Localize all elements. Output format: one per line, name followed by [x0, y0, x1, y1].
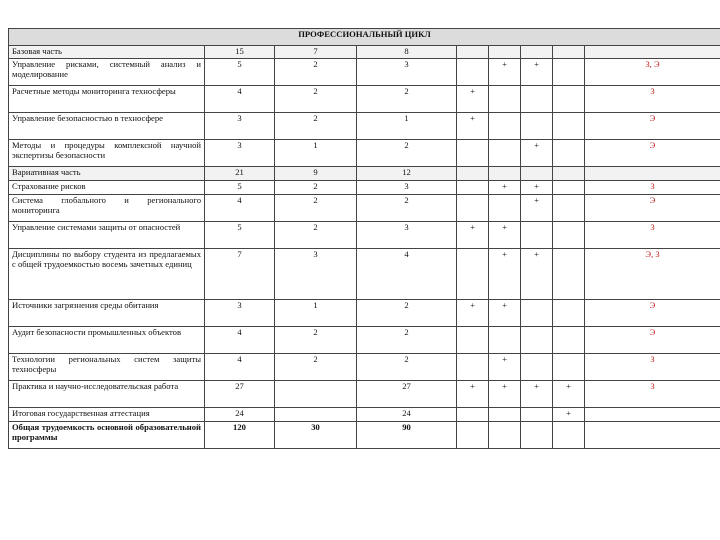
semester-3-mark	[521, 113, 553, 140]
semester-1-mark	[457, 181, 489, 195]
total-credits: 5	[205, 59, 275, 86]
semester-1-mark	[457, 140, 489, 167]
auditorium-credits: 2	[275, 222, 357, 249]
semester-1-mark: +	[457, 86, 489, 113]
section-row	[9, 167, 720, 181]
semester-3-mark	[521, 408, 553, 422]
auditorium-credits: 2	[275, 195, 357, 222]
auditorium-credits	[275, 408, 357, 422]
semester-3-mark	[521, 46, 553, 59]
semester-4-mark	[553, 222, 585, 249]
semester-2-mark: +	[489, 249, 521, 300]
semester-2-mark: +	[489, 181, 521, 195]
header-row	[9, 29, 720, 46]
semester-2-mark	[489, 327, 521, 354]
semester-4-mark	[553, 300, 585, 327]
semester-1-mark: +	[457, 113, 489, 140]
auditorium-credits: 7	[275, 46, 357, 59]
auditorium-credits: 2	[275, 86, 357, 113]
auditorium-credits	[275, 381, 357, 408]
table-row	[9, 300, 720, 327]
discipline-name: Технологии региональных систем защиты техносферы	[9, 354, 205, 381]
semester-3-mark	[521, 354, 553, 381]
semester-3-mark: +	[521, 249, 553, 300]
semester-1-mark	[457, 354, 489, 381]
semester-2-mark	[489, 140, 521, 167]
semester-4-mark	[553, 113, 585, 140]
semester-3-mark	[521, 327, 553, 354]
semester-3-mark: +	[521, 59, 553, 86]
total-credits: 4	[205, 327, 275, 354]
semester-4-mark	[553, 195, 585, 222]
table-row	[9, 327, 720, 354]
independent-credits: 4	[357, 249, 457, 300]
independent-credits: 2	[357, 327, 457, 354]
semester-2-mark: +	[489, 354, 521, 381]
auditorium-credits: 2	[275, 354, 357, 381]
semester-1-mark	[457, 422, 489, 449]
total-row	[9, 422, 720, 449]
semester-4-mark	[553, 354, 585, 381]
control-form: Э, З	[585, 249, 720, 300]
semester-3-mark	[521, 222, 553, 249]
table-row	[9, 59, 720, 86]
table-row	[9, 408, 720, 422]
semester-4-mark	[553, 46, 585, 59]
semester-2-mark: +	[489, 59, 521, 86]
control-form	[585, 46, 720, 59]
discipline-name: Вариативная часть	[9, 167, 205, 181]
semester-3-mark	[521, 300, 553, 327]
control-form: Э	[585, 300, 720, 327]
discipline-name: Итоговая государственная аттестация	[9, 408, 205, 422]
control-form: З	[585, 222, 720, 249]
semester-4-mark: +	[553, 381, 585, 408]
total-credits: 15	[205, 46, 275, 59]
control-form: Э	[585, 140, 720, 167]
total-credits: 120	[205, 422, 275, 449]
table-row	[9, 249, 720, 300]
independent-credits: 2	[357, 195, 457, 222]
control-form: З	[585, 86, 720, 113]
semester-3-mark	[521, 167, 553, 181]
control-form: З	[585, 381, 720, 408]
independent-credits: 90	[357, 422, 457, 449]
semester-3-mark: +	[521, 195, 553, 222]
semester-2-mark	[489, 408, 521, 422]
semester-4-mark	[553, 249, 585, 300]
total-credits: 4	[205, 195, 275, 222]
total-credits: 5	[205, 222, 275, 249]
total-credits: 4	[205, 86, 275, 113]
discipline-name: Управление рисками, системный анализ и моделирование	[9, 59, 205, 86]
discipline-name: Практика и научно-исследовательская работа	[9, 381, 205, 408]
discipline-name: Методы и процедуры комплексной научной экспертизы безопасности	[9, 140, 205, 167]
section-row	[9, 46, 720, 59]
semester-2-mark	[489, 195, 521, 222]
semester-1-mark	[457, 327, 489, 354]
control-form: З	[585, 354, 720, 381]
semester-4-mark	[553, 59, 585, 86]
semester-4-mark	[553, 181, 585, 195]
semester-4-mark: +	[553, 408, 585, 422]
table-header: ПРОФЕССИОНАЛЬНЫЙ ЦИКЛ	[9, 29, 720, 46]
control-form: Э	[585, 327, 720, 354]
total-credits: 21	[205, 167, 275, 181]
control-form	[585, 167, 720, 181]
independent-credits: 3	[357, 222, 457, 249]
auditorium-credits: 1	[275, 140, 357, 167]
table-row	[9, 222, 720, 249]
semester-1-mark	[457, 249, 489, 300]
auditorium-credits: 30	[275, 422, 357, 449]
control-form: З, Э	[585, 59, 720, 86]
discipline-name: Источники загрязнения среды обитания	[9, 300, 205, 327]
semester-2-mark	[489, 46, 521, 59]
semester-2-mark: +	[489, 222, 521, 249]
auditorium-credits: 3	[275, 249, 357, 300]
independent-credits: 2	[357, 354, 457, 381]
semester-3-mark	[521, 422, 553, 449]
semester-3-mark: +	[521, 140, 553, 167]
independent-credits: 24	[357, 408, 457, 422]
table-row	[9, 113, 720, 140]
semester-4-mark	[553, 140, 585, 167]
semester-2-mark	[489, 113, 521, 140]
semester-1-mark: +	[457, 300, 489, 327]
control-form: Э	[585, 195, 720, 222]
auditorium-credits: 2	[275, 327, 357, 354]
independent-credits: 3	[357, 181, 457, 195]
control-form: З	[585, 181, 720, 195]
discipline-name: Страхование рисков	[9, 181, 205, 195]
semester-1-mark: +	[457, 222, 489, 249]
control-form: Э	[585, 113, 720, 140]
auditorium-credits: 2	[275, 59, 357, 86]
table-row	[9, 354, 720, 381]
independent-credits: 12	[357, 167, 457, 181]
discipline-name: Система глобального и регионального мониторинга	[9, 195, 205, 222]
total-credits: 24	[205, 408, 275, 422]
semester-1-mark	[457, 46, 489, 59]
total-credits: 7	[205, 249, 275, 300]
discipline-name: Общая трудоемкость основной образовательной программы	[9, 422, 205, 449]
discipline-name: Управление системами защиты от опасностей	[9, 222, 205, 249]
semester-4-mark	[553, 327, 585, 354]
semester-3-mark: +	[521, 181, 553, 195]
total-credits: 3	[205, 140, 275, 167]
table-row	[9, 181, 720, 195]
table-row	[9, 381, 720, 408]
semester-2-mark: +	[489, 381, 521, 408]
curriculum-table	[8, 28, 720, 449]
semester-3-mark	[521, 86, 553, 113]
semester-3-mark: +	[521, 381, 553, 408]
semester-2-mark	[489, 86, 521, 113]
auditorium-credits: 2	[275, 181, 357, 195]
semester-4-mark	[553, 86, 585, 113]
discipline-name: Базовая часть	[9, 46, 205, 59]
total-credits: 3	[205, 300, 275, 327]
semester-2-mark	[489, 167, 521, 181]
semester-1-mark: +	[457, 381, 489, 408]
discipline-name: Управление безопасностью в техносфере	[9, 113, 205, 140]
control-form	[585, 422, 720, 449]
total-credits: 3	[205, 113, 275, 140]
auditorium-credits: 1	[275, 300, 357, 327]
independent-credits: 2	[357, 300, 457, 327]
discipline-name: Аудит безопасности промышленных объектов	[9, 327, 205, 354]
independent-credits: 27	[357, 381, 457, 408]
semester-2-mark	[489, 422, 521, 449]
independent-credits: 3	[357, 59, 457, 86]
table-row	[9, 140, 720, 167]
semester-4-mark	[553, 167, 585, 181]
auditorium-credits: 9	[275, 167, 357, 181]
semester-1-mark	[457, 167, 489, 181]
semester-2-mark: +	[489, 300, 521, 327]
semester-1-mark	[457, 59, 489, 86]
table-row	[9, 86, 720, 113]
discipline-name: Расчетные методы мониторинга техносферы	[9, 86, 205, 113]
semester-1-mark	[457, 408, 489, 422]
semester-4-mark	[553, 422, 585, 449]
independent-credits: 2	[357, 86, 457, 113]
independent-credits: 2	[357, 140, 457, 167]
control-form	[585, 408, 720, 422]
total-credits: 5	[205, 181, 275, 195]
independent-credits: 1	[357, 113, 457, 140]
semester-1-mark	[457, 195, 489, 222]
auditorium-credits: 2	[275, 113, 357, 140]
total-credits: 27	[205, 381, 275, 408]
total-credits: 4	[205, 354, 275, 381]
independent-credits: 8	[357, 46, 457, 59]
discipline-name: Дисциплины по выбору студента из предлагаемых с общей трудоемкостью восемь зачетных единиц	[9, 249, 205, 300]
table-row	[9, 195, 720, 222]
